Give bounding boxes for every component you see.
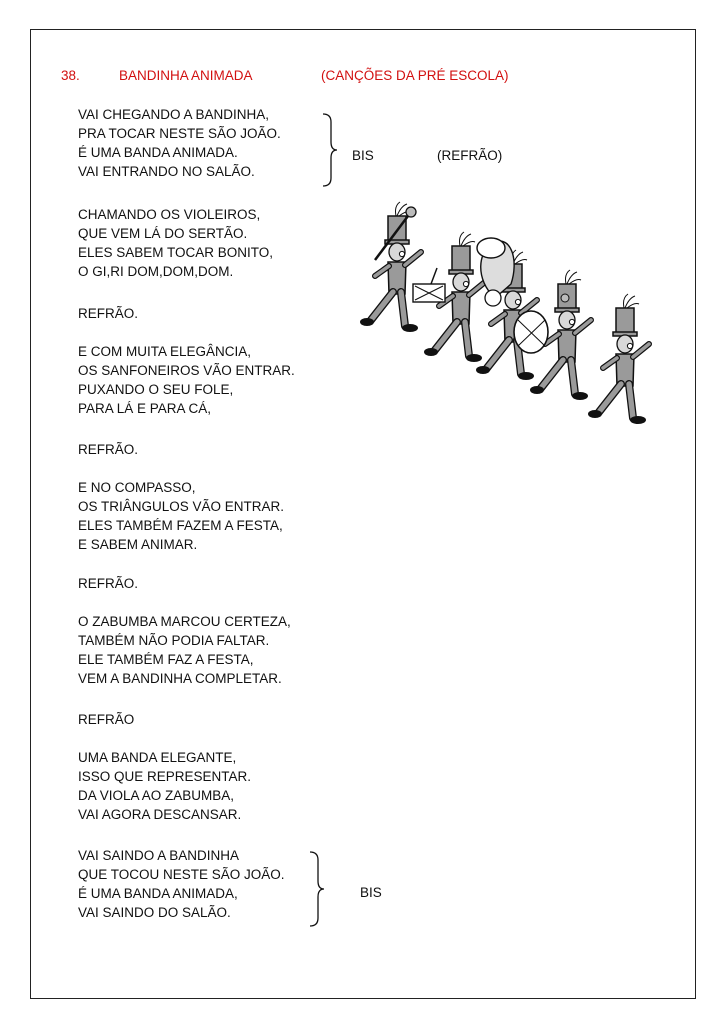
stanza-6 xyxy=(78,748,251,824)
marching-band-illustration xyxy=(335,200,675,430)
song-source: (CANÇÕES DA PRÉ ESCOLA) xyxy=(321,68,509,83)
lyric-line: VAI SAINDO A BANDINHA xyxy=(78,848,240,863)
stanza-4 xyxy=(78,478,284,554)
lyric-line: QUE TOCOU NESTE SÃO JOÃO. xyxy=(78,867,285,882)
lyric-line: E SABEM ANIMAR. xyxy=(78,537,198,552)
lyric-line: REFRÃO. xyxy=(78,576,139,591)
lyric-line: QUE VEM LÁ DO SERTÃO. xyxy=(78,226,248,241)
lyric-line: REFRÃO. xyxy=(78,442,139,457)
bis-label: BIS xyxy=(360,885,382,900)
lyric-line: VAI CHEGANDO A BANDINHA, xyxy=(78,107,270,122)
brace-icon xyxy=(318,112,338,188)
stanza-1 xyxy=(78,105,281,181)
refrao-note: (REFRÃO) xyxy=(437,148,503,163)
lyric-line: DA VIOLA AO ZABUMBA, xyxy=(78,788,235,803)
lyric-line: E COM MUITA ELEGÂNCIA, xyxy=(78,344,252,359)
lyric-line: REFRÃO. xyxy=(78,306,139,321)
song-number: 38. xyxy=(61,68,80,83)
lyric-line: O ZABUMBA MARCOU CERTEZA, xyxy=(78,614,291,629)
lyric-line: VAI SAINDO DO SALÃO. xyxy=(78,905,231,920)
refrain-marker xyxy=(78,440,138,459)
lyric-line: PARA LÁ E PARA CÁ, xyxy=(78,401,212,416)
lyric-line: PUXANDO O SEU FOLE, xyxy=(78,382,234,397)
lyric-line: É UMA BANDA ANIMADA, xyxy=(78,886,238,901)
musician-figure xyxy=(588,294,649,424)
lyric-line: OS TRIÂNGULOS VÃO ENTRAR. xyxy=(78,499,285,514)
lyric-line: OS SANFONEIROS VÃO ENTRAR. xyxy=(78,363,295,378)
lyric-line: VEM A BANDINHA COMPLETAR. xyxy=(78,671,282,686)
lyric-line: E NO COMPASSO, xyxy=(78,480,196,495)
refrain-marker xyxy=(78,710,134,729)
lyric-line: REFRÃO xyxy=(78,712,135,727)
lyric-line: O GI,RI DOM,DOM,DOM. xyxy=(78,264,234,279)
lyric-line: CHAMANDO OS VIOLEIROS, xyxy=(78,207,261,222)
lyric-line: ELES SABEM TOCAR BONITO, xyxy=(78,245,274,260)
song-title: BANDINHA ANIMADA xyxy=(119,68,253,83)
lyric-line: ELES TAMBÉM FAZEM A FESTA, xyxy=(78,518,283,533)
lyric-line: ELE TAMBÉM FAZ A FESTA, xyxy=(78,652,254,667)
lyric-line: PRA TOCAR NESTE SÃO JOÃO. xyxy=(78,126,281,141)
lyric-line: É UMA BANDA ANIMADA. xyxy=(78,145,238,160)
stanza-3 xyxy=(78,342,295,418)
stanza-5 xyxy=(78,612,291,688)
lyric-line: TAMBÉM NÃO PODIA FALTAR. xyxy=(78,633,270,648)
lyric-line: ISSO QUE REPRESENTAR. xyxy=(78,769,252,784)
brace-icon xyxy=(305,850,325,928)
lyric-line: UMA BANDA ELEGANTE, xyxy=(78,750,237,765)
refrain-marker xyxy=(78,304,138,323)
stanza-7 xyxy=(78,846,285,922)
tuba-player-figure xyxy=(476,238,537,380)
stanza-2 xyxy=(78,205,273,281)
lyric-line: VAI ENTRANDO NO SALÃO. xyxy=(78,164,255,179)
lyric-line: VAI AGORA DESCANSAR. xyxy=(78,807,242,822)
bis-label: BIS xyxy=(352,148,374,163)
drum-major-figure xyxy=(360,202,421,332)
refrain-marker xyxy=(78,574,138,593)
